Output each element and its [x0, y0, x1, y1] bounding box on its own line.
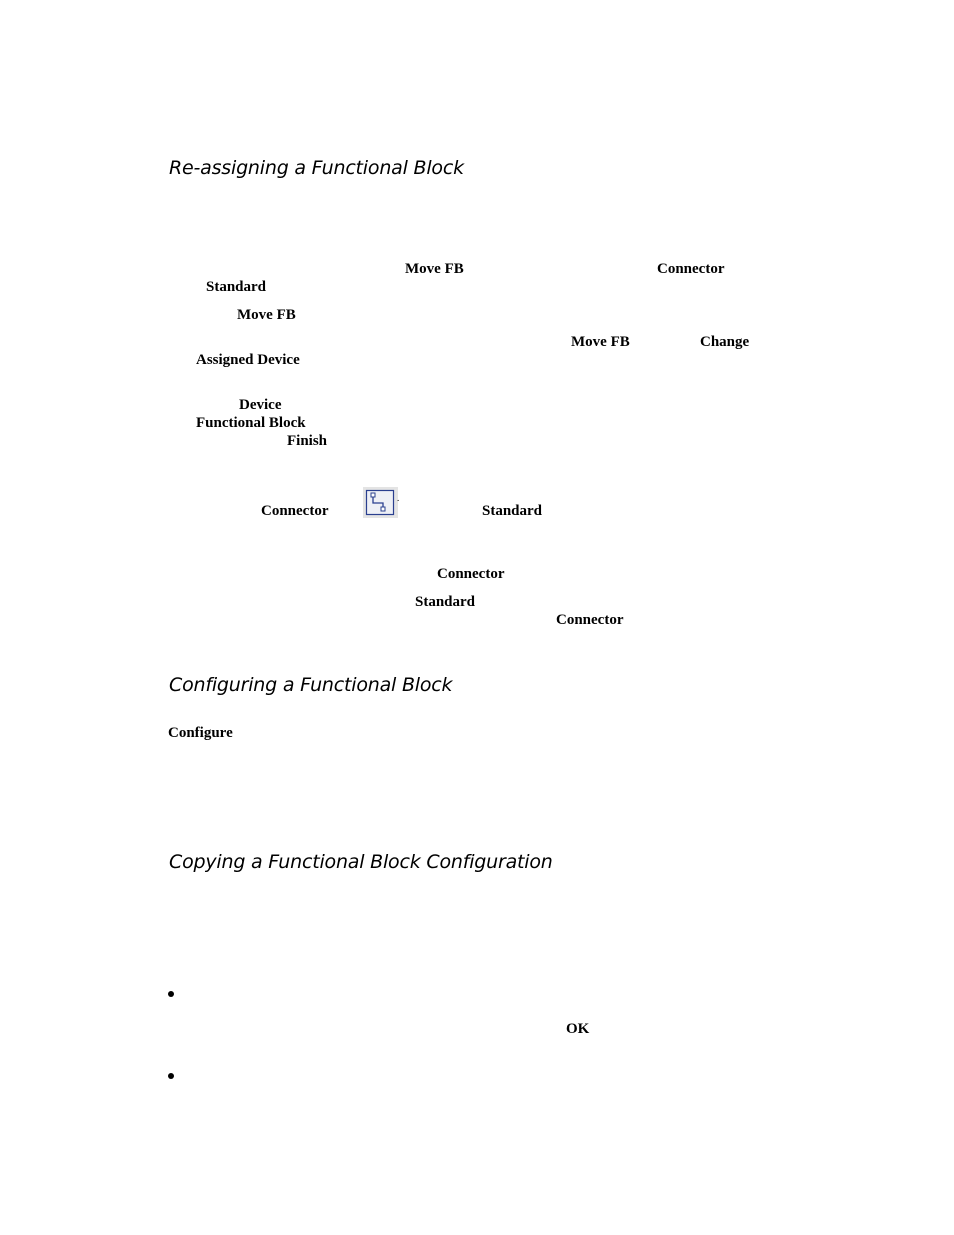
term-connector: Connector — [657, 261, 725, 277]
term-device: Device — [239, 397, 282, 413]
heading-configuring-functional-block: Configuring a Functional Block — [169, 674, 453, 696]
term-connector: Connector — [437, 566, 505, 582]
term-move-fb: Move FB — [237, 307, 296, 323]
heading-reassign-functional-block: Re-assigning a Functional Block — [169, 157, 464, 179]
term-standard: Standard — [206, 279, 267, 295]
list-bullet — [168, 991, 174, 997]
term-configure: Configure — [168, 725, 233, 741]
icon-trailing-period: . — [397, 493, 400, 503]
term-functional-block: Functional Block — [196, 415, 306, 431]
term-ok: OK — [566, 1021, 590, 1037]
connector-tool-icon — [363, 487, 398, 518]
term-standard: Standard — [482, 503, 543, 519]
term-connector: Connector — [261, 503, 329, 519]
term-standard: Standard — [415, 594, 476, 610]
heading-copying-functional-block-configuration: Copying a Functional Block Configuration — [169, 851, 553, 873]
list-bullet — [168, 1073, 174, 1079]
term-move-fb: Move FB — [405, 261, 464, 277]
term-move-fb: Move FB — [571, 334, 630, 350]
term-finish: Finish — [287, 433, 328, 449]
term-change: Change — [700, 334, 750, 350]
term-connector: Connector — [556, 612, 624, 628]
term-assigned-device: Assigned Device — [196, 352, 300, 368]
